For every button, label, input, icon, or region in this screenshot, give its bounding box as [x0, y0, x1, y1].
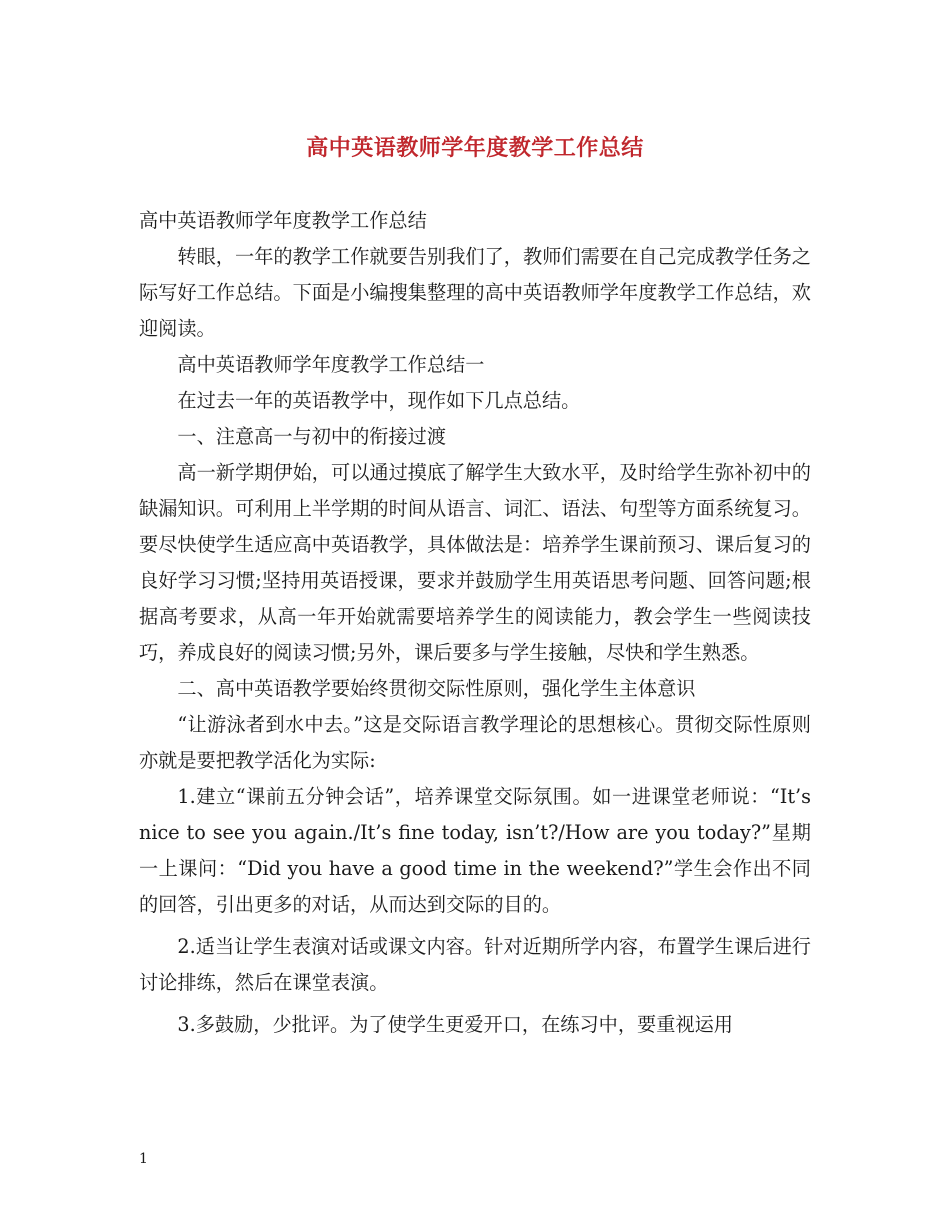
- paragraph-item-2: 2.适当让学生表演对话或课文内容。针对近期所学内容，布置学生课后进行讨论排练，然后在课堂表演。: [139, 935, 811, 994]
- document-title: 高中英语教师学年度教学工作总结: [306, 135, 644, 161]
- paragraph-intro: 转眼，一年的教学工作就要告别我们了，教师们需要在自己完成教学任务之际写好工作总结。下面是小编搜集整理的高中英语教师学年度教学工作总结，欢迎阅读。: [139, 245, 811, 340]
- paragraph-point-two-heading: 二、高中英语教学要始终贯彻交际性原则，强化学生主体意识: [177, 677, 696, 700]
- paragraph-point-one-heading: 一、注意高一与初中的衔接过渡: [177, 425, 447, 448]
- paragraph-subtitle: 高中英语教师学年度教学工作总结: [139, 209, 427, 232]
- paragraph-item-1: 1.建立“课前五分钟会话”，培养课堂交际氛围。如一进课堂老师说：“It’s nice to see you again./It’s fine today, isn’t?/How are you today?”星期一上课问：“Did you have a good time in the weekend?”学生会作出不同的回答，引出更多的对话，从而达到交际的目的。: [139, 785, 811, 916]
- paragraph-point-two-body: “让游泳者到水中去。”这是交际语言教学理论的思想核心。贯彻交际性原则亦就是要把教学活化为实际:: [139, 713, 811, 772]
- paragraph-point-one-body: 高一新学期伊始，可以通过摸底了解学生大致水平，及时给学生弥补初中的缺漏知识。可利用上半学期的时间从语言、词汇、语法、句型等方面系统复习。要尽快使学生适应高中英语教学，具体做法是：培养学生课前预习、课后复习的良好学习习惯;坚持用英语授课，要求并鼓励学生用英语思考问题、回答问题;根据高考要求，从高一年开始就需要培养学生的阅读能力，教会学生一些阅读技巧，养成良好的阅读习惯;另外，课后要多与学生接触，尽快和学生熟悉。: [139, 461, 811, 664]
- document-body: [139, 203, 811, 1043]
- page-number: 1: [139, 1151, 148, 1167]
- paragraph-section-heading: 高中英语教师学年度教学工作总结一: [177, 353, 485, 376]
- paragraph-overview: 在过去一年的英语教学中，现作如下几点总结。: [177, 389, 581, 412]
- paragraph-item-3: 3.多鼓励，少批评。为了使学生更爱开口，在练习中，要重视运用: [177, 1013, 733, 1036]
